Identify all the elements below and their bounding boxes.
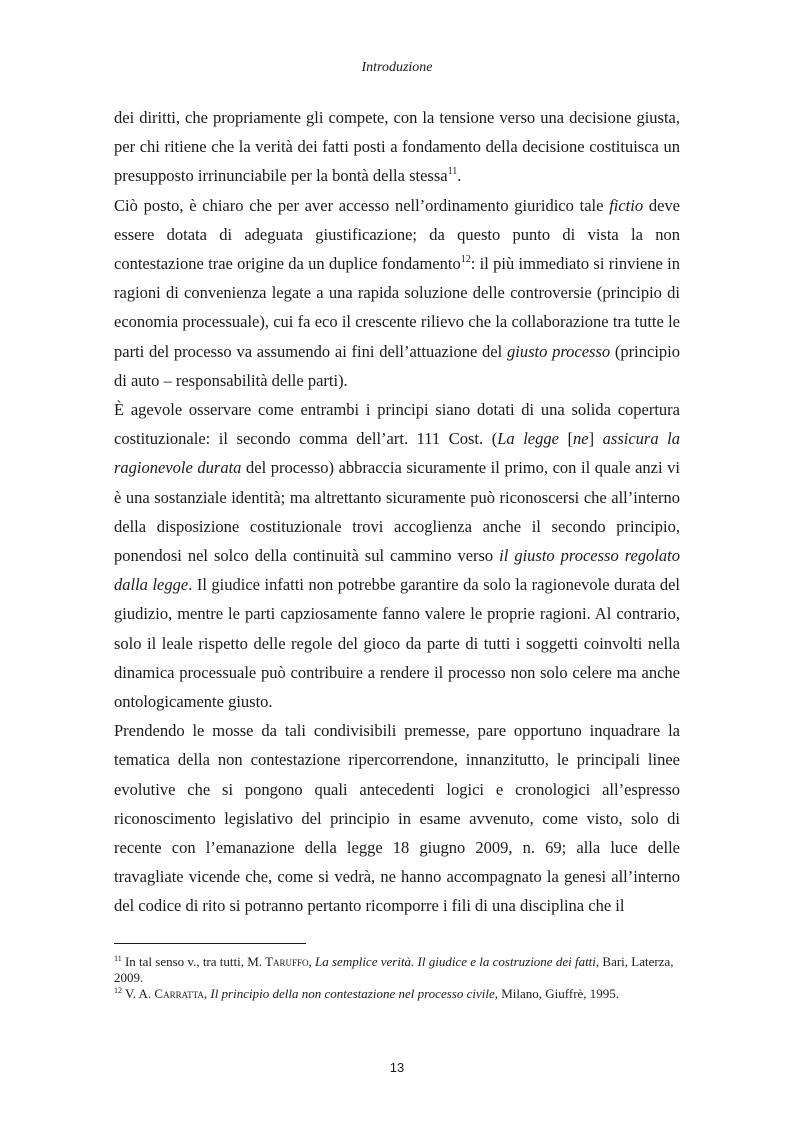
paragraph-text: È agevole osservare come entrambi i principi siano dotati di una solida copertura costituzionale: il secondo comma dell’art. 111 Cost. ( [114, 400, 680, 449]
paragraph-text: (principio di auto – responsabilità delle parti). [114, 341, 680, 390]
italic-term: ne [573, 429, 589, 449]
paragraph-text: dei diritti, che propriamente gli compete, con la tensione verso una decisione giusta, per chi ritiene che la verità dei fatti posti a fondamento della decisione costituisca un presupposto irrinunciabile per la bontà della stessa [114, 108, 680, 186]
book-title: Il principio della non contestazione nel processo civile [210, 986, 495, 1001]
paragraph-text: del processo) abbraccia sicuramente il primo, con il quale anzi vi è una sostanziale identità; ma altrettanto sicuramente può riconoscersi che all’interno della disposizione costituzionale trovi accoglienza anche il secondo principio, ponendosi nel solco della continuità sul cammino verso [114, 458, 680, 566]
paragraph-1 [114, 103, 680, 191]
paragraph-2 [114, 191, 680, 395]
footnote-separator [114, 943, 306, 944]
footnote-text: , Bari, Laterza, 2009. [114, 954, 674, 985]
page-number: 13 [389, 1060, 405, 1075]
italic-term: La legge [497, 429, 559, 449]
italic-term: il giusto processo regolato dalla legge [114, 546, 680, 595]
paragraph-text: Prendendo le mosse da tali condivisibili premesse, pare opportuno inquadrare la tematica della non contestazione ripercorrendone, innanzitutto, le principali linee evolutive che si pongono quali antecedenti logici e cronologici all’espresso riconoscimento legislativo del principio in esame avvenuto, come visto, solo di recente con l’emanazione della legge 18 giugno 2009, n. 69; alla luce delle travagliate vicende che, come si vedrà, ne hanno accompagnato la genesi all’interno del codice di rito si potranno pertanto ricomporre i fili di una disciplina che il [114, 721, 680, 916]
footnote-text: , [308, 954, 316, 969]
paragraph-3 [114, 395, 680, 716]
footnotes [114, 954, 680, 1002]
italic-term: giusto processo [506, 341, 611, 361]
paragraph-text: [ [558, 429, 574, 449]
footnote-11 [114, 954, 680, 986]
footnote-number: 11 [114, 954, 122, 963]
footnote-text: , Milano, Giuffrè, 1995. [494, 986, 620, 1001]
paragraph-text: . Il giudice infatti non potrebbe garantire da solo la ragionevole durata del giudizio, mentre le parti capziosamente fanno valere le proprie ragioni. Al contrario, solo il leale rispetto delle regole del gioco da parte di tutti i soggetti coinvolti nella dinamica processuale può contribuire a rendere il processo non solo celere ma anche ontologicamente giusto. [114, 575, 680, 712]
footnote-text: V. A. C [122, 986, 164, 1001]
footnote-text: In tal senso v., tra tutti, M. T [121, 954, 273, 969]
book-title: La semplice verità. Il giudice e la costruzione dei fatti [315, 954, 596, 969]
footnote-12 [114, 986, 680, 1002]
body-text [114, 103, 680, 921]
footnote-ref-12: 12 [460, 254, 471, 266]
footnote-ref-11: 11 [447, 166, 458, 178]
paragraph-text: Ciò posto, è chiaro che per aver accesso nell’ordinamento giuridico tale [114, 195, 610, 215]
paragraph-text: : il più immediato si rinviene in ragioni di convenienza legate a una rapida soluzione delle controversie (principio di economia processuale), cui fa eco il crescente rilievo che la collaborazione tra tutte le parti del processo va assumendo ai fini dell’attuazione del [114, 254, 680, 361]
paragraph-text: deve essere dotata di adeguata giustificazione; da questo punto di vista la non contestazione trae origine da un duplice fondamento [114, 195, 680, 274]
footnote-text: , [203, 986, 211, 1001]
paragraph-text: ] [588, 429, 603, 449]
paragraph-4 [114, 716, 680, 920]
footnote-number: 12 [114, 986, 122, 995]
author-name: aruffo [273, 954, 309, 969]
paragraph-text: . [457, 166, 462, 186]
running-header: Introduzione [361, 60, 433, 75]
italic-term: fictio [609, 195, 644, 215]
author-name: arratta [163, 986, 204, 1001]
italic-term: assicura la ragionevole durata [114, 429, 680, 478]
